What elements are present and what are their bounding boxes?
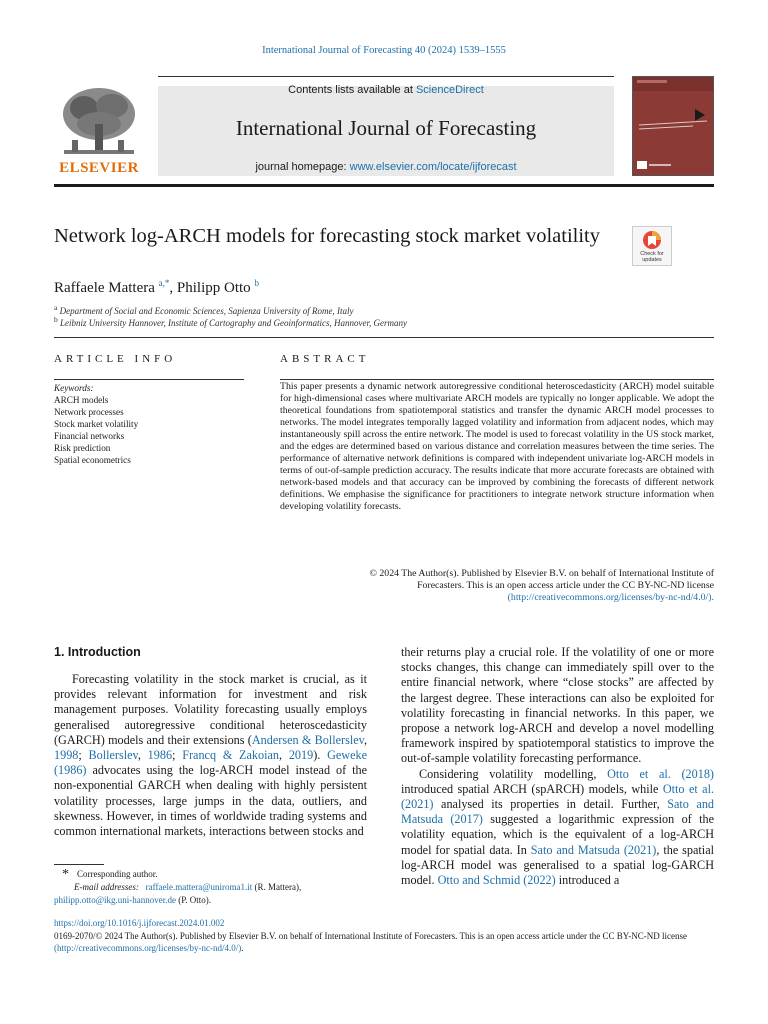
email-link[interactable]: raffaele.mattera@uniroma1.it <box>145 882 253 893</box>
email-link[interactable]: philipp.otto@ikg.uni-hannover.de <box>54 894 177 905</box>
cover-artwork <box>633 77 713 175</box>
abstract-rule <box>280 379 714 380</box>
citation-link[interactable]: (2018) <box>681 766 714 781</box>
keywords-label: Keywords: <box>54 383 94 393</box>
citation-link[interactable]: 1986 <box>147 748 173 763</box>
footnote-emails <box>54 881 367 894</box>
keyword: Financial networks <box>54 431 125 441</box>
text-run: Considering volatility modelling, <box>419 766 608 781</box>
author-affiliation-mark[interactable]: b <box>254 278 259 288</box>
publisher-name: ELSEVIER <box>59 160 139 176</box>
abstract-copyright <box>280 568 714 604</box>
title-block-rule <box>54 337 714 338</box>
footnote-emails-2 <box>54 894 367 907</box>
copyright-line2: Forecasters. This is an open access article under the CC BY-NC-ND license <box>417 580 714 591</box>
keyword: Stock market volatility <box>54 419 139 429</box>
journal-cover[interactable] <box>632 76 714 176</box>
section-heading-introduction: 1. Introduction <box>54 645 141 659</box>
journal-title: International Journal of Forecasting <box>235 116 537 140</box>
running-head[interactable]: International Journal of Forecasting 40 (2024) 1539–1555 <box>262 45 506 56</box>
citation-link[interactable]: Otto et al. <box>662 781 715 796</box>
text-run: , <box>137 748 148 763</box>
homepage-prefix: journal homepage: <box>255 161 347 173</box>
header-thick-rule <box>54 184 714 187</box>
keywords-block <box>54 382 244 466</box>
affiliation-text: Leibniz University Hannover, Institute of Cartography and Geoinformatics, Hannover, Germany <box>60 318 407 328</box>
citation-link[interactable]: (2021) <box>401 797 434 812</box>
license-link[interactable]: (http://creativecommons.org/licenses/by-nc-nd/4.0/) <box>54 943 242 953</box>
issn-copyright <box>54 930 714 954</box>
check-for-updates-badge[interactable] <box>632 226 672 266</box>
paragraph <box>54 672 367 839</box>
text-run: introduced spatial ARCH (spARCH) models, while <box>401 781 663 796</box>
check-badge-line2: updates <box>642 257 662 263</box>
keyword: Risk prediction <box>54 443 111 453</box>
citation-link[interactable]: 1998 <box>54 748 79 763</box>
author-list <box>54 278 259 297</box>
citation-link[interactable]: Sato and Matsuda <box>401 797 715 827</box>
sciencedirect-link[interactable]: ScienceDirect <box>415 84 484 96</box>
article-title: Network log-ARCH models for forecasting stock market volatility <box>54 225 600 247</box>
author-name: Raffaele Mattera <box>54 280 155 296</box>
citation-link[interactable]: (2022) <box>523 873 556 888</box>
homepage-link[interactable]: www.elsevier.com/locate/ijforecast <box>349 161 517 173</box>
contents-prefix: Contents lists available at <box>288 84 413 96</box>
text-run: suggested a logarithmic expression of the volatility equation, which is the equivalent of a log-ARCH model for spatial data. In <box>401 812 715 857</box>
text-run: Forecasting volatility in the stock market is crucial, as it provides relevant information for investment and risk management purposes. Volatility forecasting usually employs generalised autoregressive conditional heteroscedasticity (GARCH) models and their extensions ( <box>54 672 367 747</box>
text-run: ; <box>172 748 183 763</box>
text-run: analysed its properties in detail. Further, <box>433 797 668 812</box>
keyword: Spatial econometrics <box>54 455 131 465</box>
text-run: ; <box>78 748 89 763</box>
doi-link[interactable]: https://doi.org/10.1016/j.ijforecast.2024.01.002 <box>54 918 225 928</box>
body-column-right <box>401 645 714 888</box>
banner-top-rule <box>158 76 614 77</box>
citation-link[interactable]: (2021) <box>623 842 657 857</box>
footnote <box>54 868 367 906</box>
abstract-text: This paper presents a dynamic network autoregressive conditional heteroscedasticity (ARCH) model suitable for high-dimensional cases where multivariate ARCH models are typically no longer applicable. We adopt the theoretical foundations from spatiotemporal statistics and transfer the dynamic ARCH model processes to networks. The model integrates temporally lagged volatility and information from adjacent nodes, which may instantaneously spill across the entire network. The model is used to forecast volatility in the US stock market, and the edges are determined based on various distance and correlation measures between the time series. The performance of alternative network definitions is compared with independent univariate log-ARCH models in terms of out-of-sample prediction accuracy. The results indicate that more accurate forecasts are obtained with network-based models and that accuracy can be improved by combining the forecasts of different network definitions. We emphasise the significance for practitioners to integrate network structure information when developing volatility forecasts. <box>280 381 714 512</box>
keyword: ARCH models <box>54 395 109 405</box>
check-badge-line1: Check for <box>640 251 664 257</box>
citation-link[interactable]: Otto and Schmid <box>437 873 521 888</box>
author-separator: , <box>169 280 177 296</box>
text-run: , <box>363 732 367 747</box>
email-label: E-mail addresses: <box>74 882 139 893</box>
citation-link[interactable]: 2019 <box>288 748 314 763</box>
email-owner: (R. Mattera), <box>254 882 302 893</box>
footnote-corresponding <box>54 868 367 881</box>
citation-link[interactable]: Otto et al. <box>607 766 671 781</box>
issn-text: 0169-2070/© 2024 The Author(s). Published by Elsevier B.V. on behalf of International Institute of Forecasters. This is an open access article under the CC BY-NC-ND license <box>54 931 687 941</box>
text-run: introduced a <box>555 873 620 888</box>
check-badge-caption <box>633 251 671 263</box>
paragraph <box>401 767 714 889</box>
affiliation-mark: a <box>54 303 58 312</box>
article-info-heading: ARTICLE INFO <box>54 353 177 365</box>
text-run: advocates using the log-ARCH model instead of the non-exponential GARCH when dealing with highly persistent volatility processes, large jumps in the data, outliers, and skewness. However, in times of worldwide trading systems and common international markets, interactions between stocks and <box>54 763 367 839</box>
text-run: , <box>279 748 289 763</box>
keywords-rule <box>54 379 244 380</box>
affiliation <box>54 315 407 328</box>
citation-link[interactable]: Geweke <box>327 748 368 763</box>
citation-link[interactable]: Bollerslev <box>88 748 138 763</box>
abstract-heading: ABSTRACT <box>280 353 370 365</box>
author-name: Philipp Otto <box>176 280 251 296</box>
contents-line <box>158 84 614 96</box>
author-affiliation-mark[interactable]: a,* <box>158 278 170 288</box>
body-column-left <box>54 672 367 839</box>
keyword: Network processes <box>54 407 124 417</box>
email-owner: (P. Otto). <box>178 894 212 905</box>
affiliation-text: Department of Social and Economic Sciences, Sapienza University of Rome, Italy <box>59 306 354 316</box>
text-run: , the spatial log-ARCH model was generalised to a spatial log-GARCH model. <box>401 842 714 888</box>
citation-link[interactable]: Andersen & Bollerslev <box>251 732 364 747</box>
homepage-line <box>158 161 614 173</box>
footnote-marker: * <box>62 866 69 882</box>
paragraph: their returns play a crucial role. If the volatility of one or more stocks changes, this change can immediately spill over to the entire financial network, where “close stocks” are affected by the largest degree. These interactions can also be exploited for volatility forecasting in financial networks. In this paper, we propose a network log-ARCH and develop a novel modelling framework inspired by spatiotemporal statistics to improve the out-of-sample volatility forecasting performance. <box>401 645 714 766</box>
citation-link[interactable]: (2017) <box>450 812 483 827</box>
copyright-line1: © 2024 The Author(s). Published by Elsevier B.V. on behalf of International Institute of <box>369 568 714 579</box>
license-link[interactable]: (http://creativecommons.org/licenses/by-nc-nd/4.0/). <box>507 592 714 603</box>
text-run: ). <box>313 748 328 763</box>
footnote-text: Corresponding author. <box>77 869 158 879</box>
affiliation-mark: b <box>54 315 58 324</box>
citation-link[interactable]: Francq & Zakoian <box>182 748 279 763</box>
text-run: . <box>241 943 244 953</box>
citation-link[interactable]: (1986) <box>54 763 87 778</box>
citation-link[interactable]: Sato and Matsuda <box>530 842 620 857</box>
footnote-rule <box>54 864 104 865</box>
